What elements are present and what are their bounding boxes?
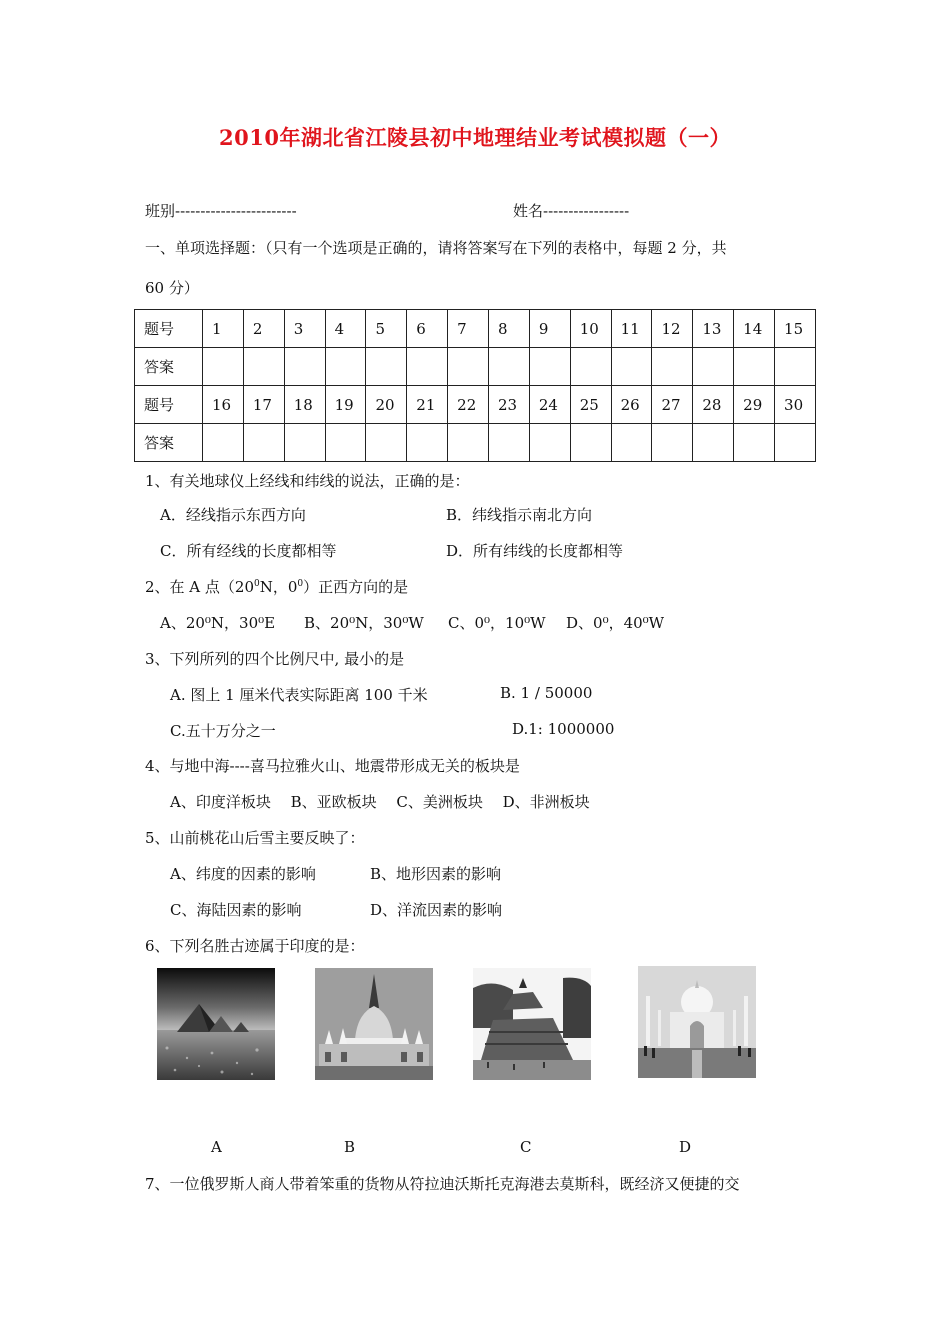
question-7-stem: 7、一位俄罗斯人商人带着笨重的货物从符拉迪沃斯托克海港去莫斯科，既经济又便捷的交 (145, 1175, 740, 1193)
q2-stem-sup2: 0 (297, 579, 304, 589)
question-1-option-c: C．所有经线的长度都相等 (160, 542, 337, 560)
golden-pagoda-icon (315, 968, 433, 1080)
question-number-cell: 24 (529, 386, 570, 424)
image-label-d: D (679, 1138, 692, 1156)
answer-cell[interactable] (325, 424, 366, 462)
question-3-stem: 3、下列所列的四个比例尺中, 最小的是 (145, 650, 405, 668)
question-number-cell: 5 (366, 310, 407, 348)
question-number-cell: 8 (489, 310, 530, 348)
answer-cell[interactable] (734, 348, 775, 386)
question-2-option-c: C、0⁰，10⁰W (448, 614, 546, 632)
answer-cell[interactable] (489, 424, 530, 462)
answer-table (134, 309, 816, 462)
image-label-c: C (520, 1138, 532, 1156)
question-number-cell: 4 (325, 310, 366, 348)
question-number-cell: 16 (203, 386, 244, 424)
taj-mahal-icon (638, 966, 756, 1078)
question-number-cell: 22 (448, 386, 489, 424)
question-5-stem: 5、山前桃花山后雪主要反映了： (145, 829, 365, 847)
question-1-option-b: B．纬线指示南北方向 (446, 506, 593, 524)
table-header-cell: 答案 (135, 424, 203, 462)
question-number-cell: 23 (489, 386, 530, 424)
answer-cell[interactable] (693, 348, 734, 386)
question-5-option-b: B、地形因素的影响 (370, 865, 502, 883)
question-4-options: A、印度洋板块 B、亚欧板块 C、美洲板块 D、非洲板块 (170, 793, 590, 811)
q2-stem-mid: N，0 (259, 578, 298, 596)
answer-cell[interactable] (243, 348, 284, 386)
q2-stem-prefix: 2、在 A 点（20 (145, 578, 254, 596)
question-number-cell: 19 (325, 386, 366, 424)
answer-cell[interactable] (529, 348, 570, 386)
answer-cell[interactable] (775, 424, 816, 462)
table-row-numbers-2 (135, 386, 816, 424)
question-5-option-a: A、纬度的因素的影响 (170, 865, 316, 883)
borobudur-icon (473, 968, 591, 1080)
question-number-cell: 25 (570, 386, 611, 424)
answer-cell[interactable] (489, 348, 530, 386)
question-2-stem (145, 576, 408, 597)
question-2-option-d: D、0⁰，40⁰W (566, 614, 665, 632)
answer-cell[interactable] (693, 424, 734, 462)
table-row-numbers-1 (135, 310, 816, 348)
question-2-option-a: A、20⁰N，30⁰E (160, 614, 276, 632)
answer-cell[interactable] (284, 348, 325, 386)
pyramids-icon (157, 968, 275, 1080)
question-number-cell: 28 (693, 386, 734, 424)
answer-cell[interactable] (652, 348, 693, 386)
question-number-cell: 15 (775, 310, 816, 348)
question-number-cell: 27 (652, 386, 693, 424)
answer-cell[interactable] (407, 348, 448, 386)
q2-stem-suffix: ）正西方向的是 (303, 578, 409, 596)
answer-cell[interactable] (570, 348, 611, 386)
table-header-cell: 题号 (135, 310, 203, 348)
answer-cell[interactable] (448, 424, 489, 462)
question-number-cell: 2 (243, 310, 284, 348)
question-5-option-d: D、洋流因素的影响 (370, 901, 503, 919)
question-number-cell: 9 (529, 310, 570, 348)
answer-cell[interactable] (243, 424, 284, 462)
section-instructions-line1: 一、单项选择题：（只有一个选项是正确的，请将答案写在下列的表格中，每题 2 分，共 (145, 239, 727, 257)
image-label-a: A (211, 1138, 222, 1156)
answer-cell[interactable] (734, 424, 775, 462)
table-header-cell: 题号 (135, 386, 203, 424)
answer-cell[interactable] (611, 424, 652, 462)
answer-cell[interactable] (366, 424, 407, 462)
question-4-stem: 4、与地中海----喜马拉雅火山、地震带形成无关的板块是 (145, 757, 520, 775)
answer-cell[interactable] (407, 424, 448, 462)
answer-cell[interactable] (570, 424, 611, 462)
answer-cell[interactable] (448, 348, 489, 386)
table-header-cell: 答案 (135, 348, 203, 386)
question-number-cell: 6 (407, 310, 448, 348)
answer-cell[interactable] (325, 348, 366, 386)
question-number-cell: 18 (284, 386, 325, 424)
question-2-option-b: B、20⁰N，30⁰W (304, 614, 424, 632)
answer-cell[interactable] (284, 424, 325, 462)
question-1-stem: 1、有关地球仪上经线和纬线的说法，正确的是： (145, 472, 470, 490)
page-title: 2010年湖北省江陵县初中地理结业考试模拟题（一） (219, 125, 731, 150)
answer-cell[interactable] (529, 424, 570, 462)
class-field-label: 班别------------------------ (145, 202, 297, 220)
question-number-cell: 30 (775, 386, 816, 424)
section-instructions-line2: 60 分） (145, 279, 199, 297)
question-3-option-b: B. 1 / 50000 (500, 684, 593, 702)
question-number-cell: 21 (407, 386, 448, 424)
image-label-b: B (344, 1138, 356, 1156)
question-3-option-a: A. 图上 1 厘米代表实际距离 100 千米 (170, 686, 428, 704)
question-number-cell: 20 (366, 386, 407, 424)
table-row-answers-1 (135, 348, 816, 386)
question-number-cell: 29 (734, 386, 775, 424)
question-number-cell: 1 (203, 310, 244, 348)
answer-cell[interactable] (775, 348, 816, 386)
question-1-option-a: A．经线指示东西方向 (160, 506, 306, 524)
question-number-cell: 26 (611, 386, 652, 424)
question-1-option-d: D．所有纬线的长度都相等 (446, 542, 624, 560)
answer-cell[interactable] (652, 424, 693, 462)
q2-stem-sup1: 0 (254, 579, 260, 589)
question-6-stem: 6、下列名胜古迹属于印度的是： (145, 937, 365, 955)
answer-cell[interactable] (203, 348, 244, 386)
question-5-option-c: C、海陆因素的影响 (170, 901, 302, 919)
answer-cell[interactable] (611, 348, 652, 386)
table-row-answers-2 (135, 424, 816, 462)
question-3-option-d: D.1: 1000000 (512, 720, 615, 738)
question-number-cell: 3 (284, 310, 325, 348)
answer-cell[interactable] (366, 348, 407, 386)
question-number-cell: 12 (652, 310, 693, 348)
question-number-cell: 10 (570, 310, 611, 348)
answer-cell[interactable] (203, 424, 244, 462)
question-number-cell: 17 (243, 386, 284, 424)
question-3-option-c: C.五十万分之一 (170, 722, 276, 740)
question-number-cell: 14 (734, 310, 775, 348)
question-number-cell: 11 (611, 310, 652, 348)
name-field-label: 姓名----------------- (513, 202, 630, 220)
question-number-cell: 13 (693, 310, 734, 348)
question-number-cell: 7 (448, 310, 489, 348)
